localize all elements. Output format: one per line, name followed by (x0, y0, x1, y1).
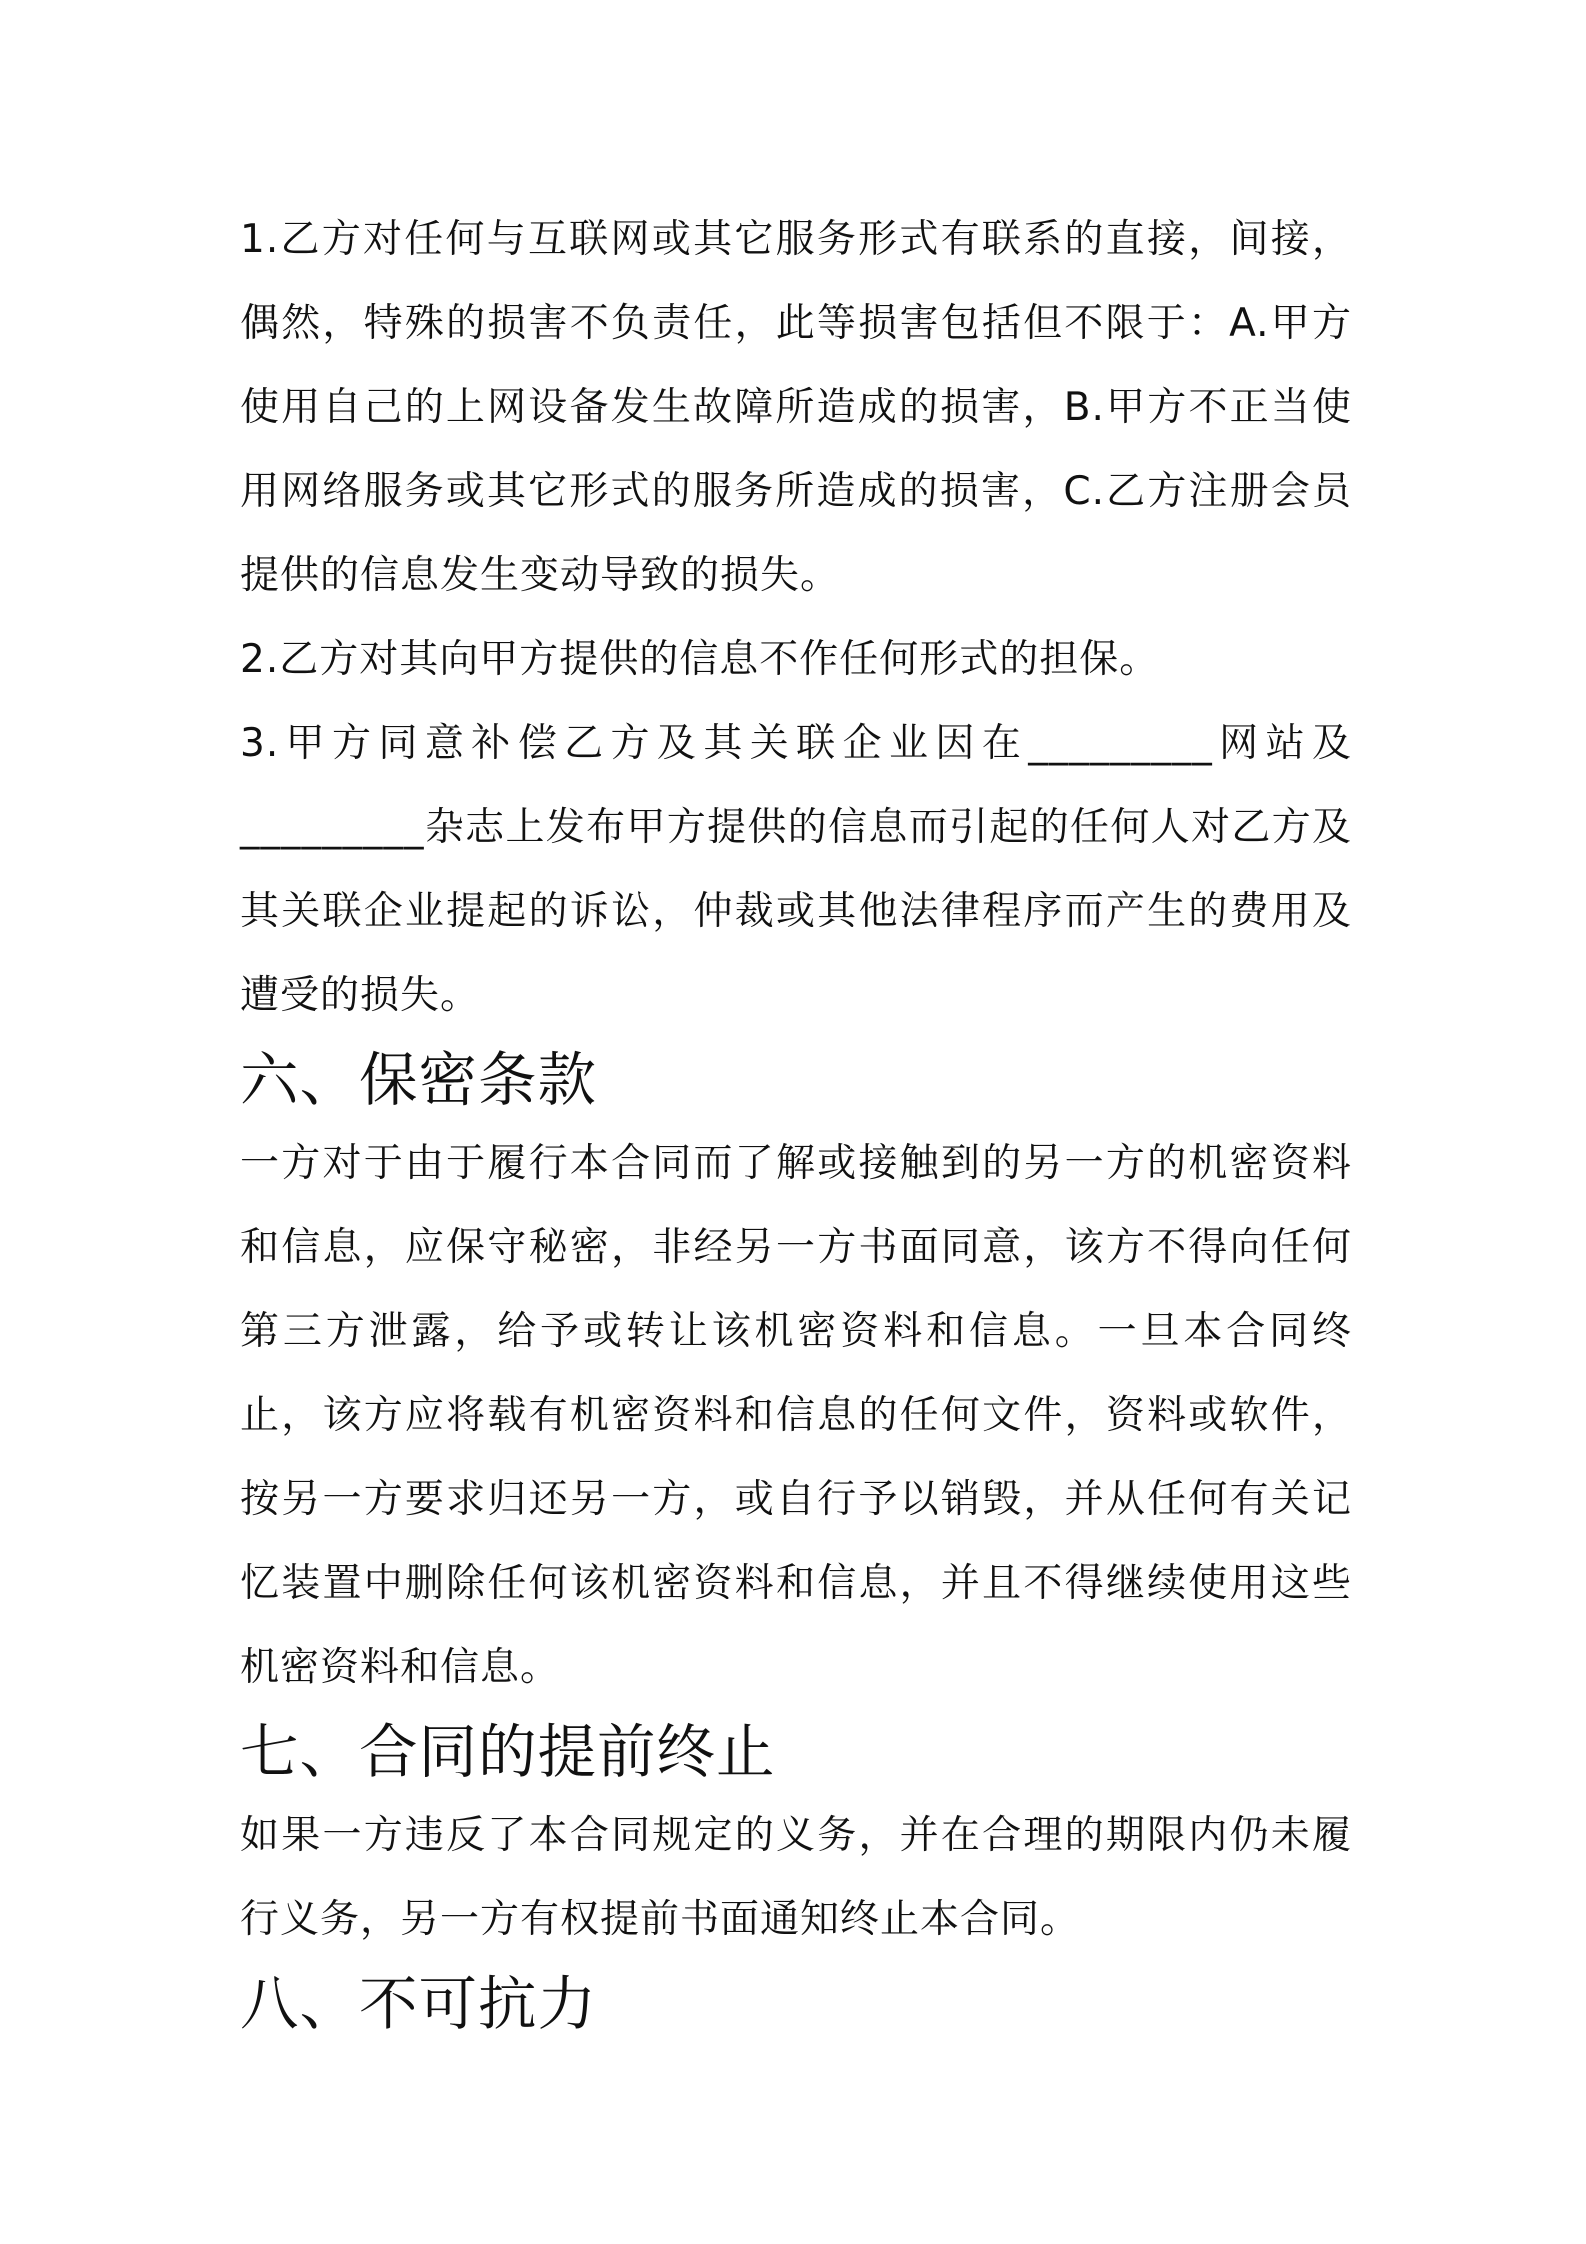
section-8-heading: 八、不可抗力 (240, 1970, 598, 2038)
early-termination-paragraph: 如果一方违反了本合同规定的义务，并在合理的期限内仍未履行义务，另一方有权提前书面通知终止本合同。 (240, 1813, 1352, 1942)
confidentiality-paragraph: 一方对于由于履行本合同而了解或接触到的另一方的机密资料和信息，应保守秘密，非经另一方书面同意，该方不得向任何第三方泄露，给予或转让该机密资料和信息。一旦本合同终止，该方应将载有机密资料和信息的任何文件，资料或软件，按另一方要求归还另一方，或自行予以销毁，并从任何有关记忆装置中删除任何该机密资料和信息，并且不得继续使用这些机密资料和信息。 (240, 1141, 1352, 1690)
clause-1-paragraph: 1.乙方对任何与互联网或其它服务形式有联系的直接，间接，偶然，特殊的损害不负责任，此等损害包括但不限于：A.甲方使用自己的上网设备发生故障所造成的损害，B.甲方不正当使用网络服务或其它形式的服务所造成的损害，C.乙方注册会员提供的信息发生变动导致的损失。 (240, 217, 1352, 598)
clause-3-paragraph: 3.甲方同意补偿乙方及其关联企业因在_________网站及_________杂志上发布甲方提供的信息而引起的任何人对乙方及其关联企业提起的诉讼，仲裁或其他法律程序而产生的费用及遭受的损失。 (240, 721, 1352, 1018)
section-6-heading: 六、保密条款 (240, 1046, 598, 1114)
section-7-heading: 七、合同的提前终止 (240, 1718, 776, 1786)
document-page (240, 198, 1352, 2046)
clause-2-paragraph: 2.乙方对其向甲方提供的信息不作任何形式的担保。 (240, 637, 1160, 682)
